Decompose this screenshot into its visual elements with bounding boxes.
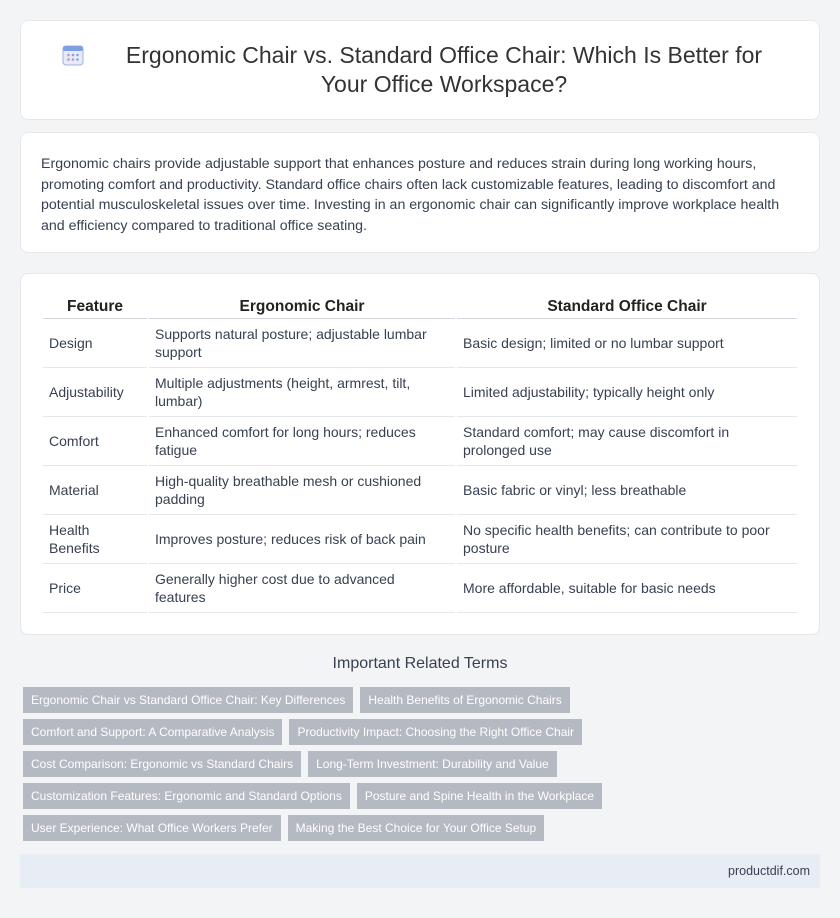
comparison-table (43, 292, 797, 613)
related-tag-link[interactable]: Ergonomic Chair vs Standard Office Chair: Key Differences (23, 687, 353, 713)
standard-cell: Limited adjustability; typically height only (456, 367, 797, 416)
feature-cell: Material (43, 465, 148, 514)
table-row (43, 367, 797, 416)
feature-cell: Design (43, 318, 148, 367)
related-tag-link[interactable]: Making the Best Choice for Your Office Setup (288, 815, 545, 841)
table-header-row (43, 292, 797, 318)
title-row (21, 21, 819, 119)
related-tag-link[interactable]: Productivity Impact: Choosing the Right Office Chair (289, 719, 582, 745)
feature-cell: Price (43, 563, 148, 612)
related-tag-link[interactable]: User Experience: What Office Workers Prefer (23, 815, 281, 841)
feature-cell: Comfort (43, 416, 148, 465)
related-tag-link[interactable]: Long-Term Investment: Durability and Value (308, 751, 557, 777)
standard-cell: Basic fabric or vinyl; less breathable (456, 465, 797, 514)
tag-row (23, 751, 623, 777)
ergonomic-cell: Enhanced comfort for long hours; reduces fatigue (148, 416, 456, 465)
table-row (43, 416, 797, 465)
footer-brand[interactable]: productdif.com (728, 864, 810, 878)
tag-row (23, 815, 623, 841)
page-title: Ergonomic Chair vs. Standard Office Chair: Which Is Better for Your Office Workspace? (125, 42, 763, 97)
ergonomic-cell: Improves posture; reduces risk of back pain (148, 514, 456, 563)
intro-card (20, 132, 820, 253)
ergonomic-cell: Supports natural posture; adjustable lumbar support (148, 318, 456, 367)
tag-row (23, 687, 623, 713)
footer (20, 854, 820, 888)
standard-cell: Basic design; limited or no lumbar support (456, 318, 797, 367)
header-standard-office-chair: Standard Office Chair (456, 292, 797, 318)
comparison-table-card (20, 273, 820, 635)
ergonomic-cell: High-quality breathable mesh or cushioned padding (148, 465, 456, 514)
tag-row (23, 783, 623, 809)
standard-cell: No specific health benefits; can contribute to poor posture (456, 514, 797, 563)
table-row (43, 465, 797, 514)
header-ergonomic-chair: Ergonomic Chair (148, 292, 456, 318)
ergonomic-cell: Multiple adjustments (height, armrest, tilt, lumbar) (148, 367, 456, 416)
table-row (43, 514, 797, 563)
intro-paragraph: Ergonomic chairs provide adjustable support that enhances posture and reduces strain during long working hours, promoting comfort and productivity. Standard office chairs often lack customizable features, leading to discomfort and potential musculoskeletal issues over time. Investing in an ergonomic chair can significantly improve workplace health and efficiency compared to traditional office seating. (41, 156, 780, 234)
ergonomic-cell: Generally higher cost due to advanced features (148, 563, 456, 612)
header-feature: Feature (43, 292, 148, 318)
table-row (43, 563, 797, 612)
related-tag-link[interactable]: Comfort and Support: A Comparative Analysis (23, 719, 282, 745)
table-row (43, 318, 797, 367)
standard-cell: Standard comfort; may cause discomfort in prolonged use (456, 416, 797, 465)
header-card (20, 20, 820, 120)
related-tag-link[interactable]: Customization Features: Ergonomic and Standard Options (23, 783, 350, 809)
calendar-grid-icon (61, 43, 85, 67)
standard-cell: More affordable, suitable for basic needs (456, 563, 797, 612)
feature-cell: Adjustability (43, 367, 148, 416)
related-terms-tags (23, 687, 623, 847)
related-terms-title: Important Related Terms (332, 655, 508, 672)
tag-row (23, 719, 623, 745)
feature-cell: Health Benefits (43, 514, 148, 563)
related-tag-link[interactable]: Cost Comparison: Ergonomic vs Standard Chairs (23, 751, 301, 777)
related-tag-link[interactable]: Health Benefits of Ergonomic Chairs (360, 687, 569, 713)
related-tag-link[interactable]: Posture and Spine Health in the Workplace (357, 783, 602, 809)
